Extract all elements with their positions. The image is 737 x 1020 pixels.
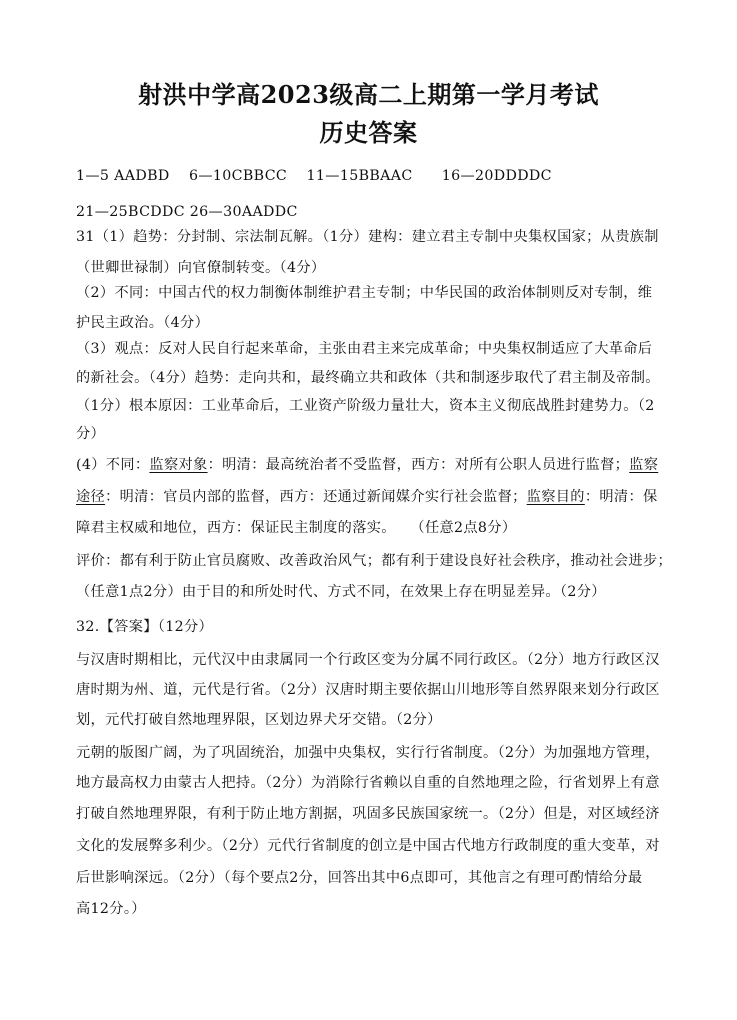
q32-para2-line-2: 地方最高权力由蒙古人把持。（2分）为消除行省赖以自重的自然地理之险，行省划界上有意 xyxy=(76,775,660,791)
q32-para2-line-6: 高12分。） xyxy=(76,901,146,917)
supervision-term: 监察 xyxy=(629,457,659,473)
document-title: 射洪中学高2023级高二上期第一学月考试 xyxy=(138,80,599,109)
q31-part3-line-2: 的新社会。（4分）趋势：走向共和，最终确立共和政体（共和制逐步取代了君主制及帝制。 xyxy=(76,370,660,386)
supervision-target-term: 监察对象 xyxy=(149,457,208,473)
q31-part4-text: ：明清：最高统治者不受监督，西方：对所有公职人员进行监督； xyxy=(207,457,630,473)
q32-para2-line-3: 打破自然地理界限，有利于防止地方割据，巩固多民族国家统一。（2分）但是，对区域经济 xyxy=(76,806,660,822)
q32-heading: 32.【答案】（12分） xyxy=(76,619,214,635)
q32-para2-line-1: 元朝的版图广阔，为了巩固统治，加强中央集权，实行行省制度。（2分）为加强地方管理， xyxy=(76,745,660,761)
supervision-purpose-term: 监察目的 xyxy=(526,489,585,505)
supervision-channel-term: 途径 xyxy=(76,489,106,505)
q32-para1-line-2: 唐时期为州、道，元代是行省。（2分）汉唐时期主要依据山川地形等自然界限来划分行政区 xyxy=(76,682,660,698)
q32-para1-line-1: 与汉唐时期相比，元代汉中由隶属同一个行政区变为分属不同行政区。（2分）地方行政区汉 xyxy=(76,652,660,668)
q31-evaluation-line-1: 评价：都有利于防止官员腐败、改善政治风气；都有利于建设良好社会秩序，推动社会进步； xyxy=(76,553,673,569)
choice-answers-line-2: 21—25BCDDC 26—30AADDC xyxy=(76,204,298,220)
q31-part4-line-2 xyxy=(76,487,658,507)
q31-part2-line-1: （2）不同：中国古代的权力制衡体制维护君主专制；中华民国的政治体制则反对专制，维 xyxy=(76,285,653,301)
q31-part4-line-3: 障君主权威和地位，西方：保证民主制度的落实。 （任意2点8分） xyxy=(76,520,517,536)
q31-part4-label: (4）不同： xyxy=(76,457,150,473)
q31-part4-line-1 xyxy=(76,455,658,475)
q31-evaluation-line-2: （任意1点2分）由于目的和所处时代、方式不同，在效果上存在明显差异。（2分） xyxy=(76,584,606,600)
document-subtitle: 历史答案 xyxy=(319,118,418,147)
q31-part3-line-4: 分） xyxy=(76,426,106,442)
q32-para2-line-4: 文化的发展弊多利少。（2分）元代行省制度的创立是中国古代地方行政制度的重大变革，对 xyxy=(76,838,660,854)
q31-part1-line-2: （世卿世禄制）向官僚制转变。（4分） xyxy=(76,260,326,276)
q31-part3-line-1: （3）观点：反对人民自行起来革命，主张由君主来完成革命；中央集权制适应了大革命后 xyxy=(76,341,653,357)
q32-para2-line-5: 后世影响深远。（2分）（每个要点2分，回答出其中6点即可，其他言之有理可酌情给分最 xyxy=(76,870,643,886)
q31-part4-text: ：明清：官员内部的监督，西方：还通过新闻媒介实行社会监督； xyxy=(105,489,527,505)
q31-part2-line-2: 护民主政治。（4分） xyxy=(76,315,210,331)
q32-para1-line-3: 划，元代打破自然地理界限，区划边界犬牙交错。（2分） xyxy=(76,712,442,728)
q31-part3-line-3: （1分）根本原因：工业革命后，工业资产阶级力量壮大，资本主义彻底战胜封建势力。（2 xyxy=(76,398,655,414)
choice-answers-line-1: 1—5 AADBD 6—10CBBCC 11—15BBAAC 16—20DDDDC xyxy=(76,168,552,184)
q31-part1-line-1: 31（1）趋势：分封制、宗法制瓦解。（1分）建构：建立君主专制中央集权国家；从贵族制 xyxy=(76,229,659,245)
q31-part4-text: ：明清：保 xyxy=(584,489,658,505)
